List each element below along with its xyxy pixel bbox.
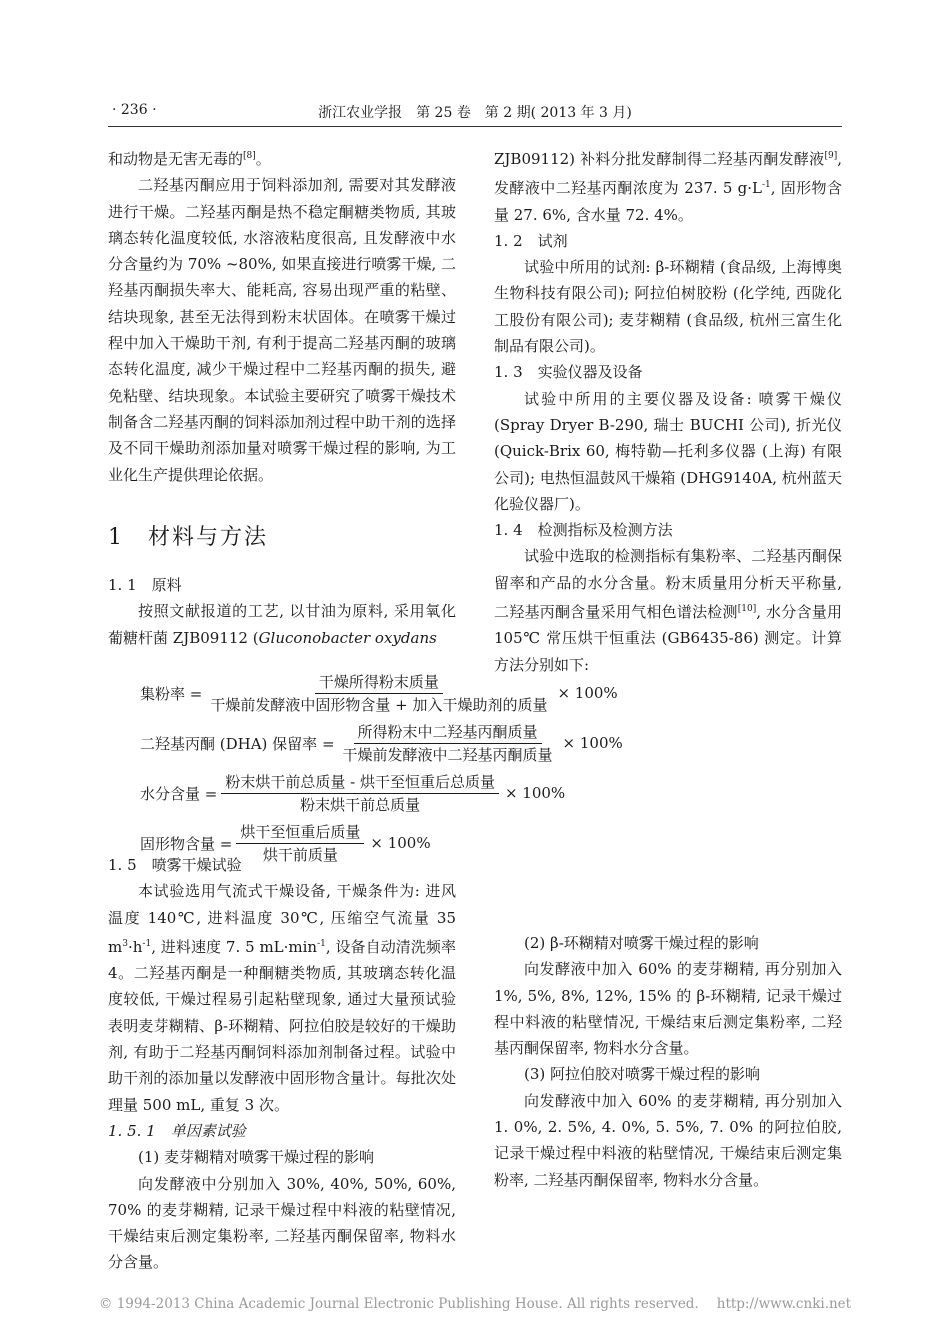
subsubsection-title: 1. 5. 1 单因素试验 (108, 1121, 246, 1140)
item-title-beta-cyclodextrin: (2) β-环糊精对喷雾干燥过程的影响 (524, 934, 759, 952)
paragraph-methods: 试验中选取的检测指标有集粉率、二羟基丙酮保留率和产品的水分含量。粉末质量用分析天平称量, 二羟基丙酮含量采用气相色谱法检测[10], 水分含量用 105℃ 常压烘干恒重法 (GB6435-86) 测定。计算方法分别如下: (494, 547, 842, 674)
citation: [8] (243, 151, 256, 161)
left-column-bottom (108, 852, 456, 1272)
journal-title: 浙江农业学报 第 25 卷 第 2 期( 2013 年 3 月) (318, 105, 632, 121)
paragraph-reagents: 试验中所用的试剂: β-环糊精 (食品级, 上海博奥生物科技有限公司); 阿拉伯树胶粉 (化学纯, 西陇化工股份有限公司); 麦芽糊精 (食品级, 杭州三富生化制品有限公司)。 (494, 258, 842, 356)
subsection-title: 1. 1 原料 (108, 576, 182, 594)
item-text-maltodextrin: 向发酵液中分别加入 30%, 40%, 50%, 60%, 70% 的麦芽糊精, 记录干燥过程中料液的粘壁情况, 干燥结束后测定集粉率, 二羟基丙酮保留率, 物料水分含量。 (108, 1174, 456, 1272)
paragraph-raw-material: 按照文献报道的工艺, 以甘油为原料, 采用氧化葡糖杆菌 ZJB09112 (Gluconobacter oxydans (108, 602, 456, 647)
item-title-gum-arabic: (3) 阿拉伯胶对喷雾干燥过程的影响 (524, 1065, 761, 1084)
paragraph-spray-drying: 本试验选用气流式干燥设备, 干燥条件为: 进风温度 140℃, 进料温度 30℃, 压缩空气流量 35 $m^3\cdot h^{-1}$, 进料速度 7. 5 $mL\cdot\min^{-1}$, 设备自动清洗频率 4。二羟基丙酮是一种酮糖类物质, 其玻璃态转化温度较低, 干燥过程易引起粘壁现象, 通过大量预试验表明麦芽糊精、β-环糊精、阿拉伯胶是较好的干燥助剂, 有助于二羟基丙酮饲料添加剂制备过程。试验中助干剂的添加量以发酵液中固形物含量计。每批次处理量 500 mL, 重复 3 次。 (108, 882, 456, 1114)
copyright-footer (0, 1296, 950, 1312)
item-text-beta-cyclodextrin: 向发酵液中加入 60% 的麦芽糊精, 再分别加入 1%, 5%, 8%, 12%, 15% 的 β-环糊精, 记录干燥过程中料液的粘壁情况, 干燥结束后测定集粉率, 二羟基丙酮保留率, 物料水分含量。 (494, 960, 842, 1058)
subsection-title: 1. 5 喷雾干燥试验 (108, 856, 242, 874)
paragraph-instruments: 试验中所用的主要仪器及设备: 喷雾干燥仪 (Spray Dryer B-290, 瑞士 BUCHI 公司), 折光仪 (Quick-Brix 60, 梅特勒—托利多仪器 (上海) 有限公司); 电热恒温鼓风干燥箱 (DHG9140A, 杭州蓝天化验仪器厂)。 (494, 389, 842, 513)
formula-solids: 固形物含量 = $\frac{\text{烘干至恒重后质量}}{\text{烘干前质量}}$ × 100% (140, 822, 431, 864)
section-heading: 1 材料与方法 (108, 525, 268, 550)
item-text-gum-arabic: 向发酵液中加入 60% 的麦芽糊精, 再分别加入 1. 0%, 2. 5%, 4. 0%, 5. 5%, 7. 0% 的阿拉伯胶, 记录干燥过程中料液的粘壁情况, 干燥结束后测定集粉率, 二羟基丙酮保留率, 物料水分含量。 (494, 1091, 842, 1189)
left-column-top (108, 143, 456, 488)
formula-moisture: 水分含量 = $\frac{\text{粉末烘干前总质量 - 烘干至恒重后总质量}}{\text{粉末烘干前总质量}}$ × 100% (140, 772, 566, 814)
paragraph-raw-material-cont: ZJB09112) 补料分批发酵制得二羟基丙酮发酵液[9], 发酵液中二羟基丙酮浓度为 237. 5 $g\cdot L^{-1}$, 固形物含量 27. 6%, 含水量 72. 4%。 (494, 150, 842, 224)
copyright-text: © 1994-2013 China Academic Journal Electronic Publishing House. All rights reserved. (98, 1296, 699, 1312)
paragraph-continued: 和动物是无害无毒的[8]。 (108, 150, 271, 168)
page-number: · 236 · (112, 102, 157, 118)
paragraph-intro: 二羟基丙酮应用于饲料添加剂, 需要对其发酵液进行干燥。二羟基丙酮是热不稳定酮糖类物质, 其玻璃态转化温度较低, 水溶液粘度很高, 且发酵液中水分含量约为 70% ~80%, 如果直接进行喷雾干燥, 二羟基丙酮损失率大、能耗高, 容易出现严重的粘壁、结块现象, 甚至无法得到粉末状固体。在喷雾干燥过程中加入干燥助干剂, 有利于提高二羟基丙酮的玻璃态转化温度, 减少干燥过程中二羟基丙酮的损失, 避免粘壁、结块现象。本试验主要研究了喷雾干燥技术制备含二羟基丙酮的饲料添加剂过程中助干剂的选择及不同干燥助剂添加量对喷雾干燥过程的影响, 为工业化生产提供理论依据。 (108, 176, 456, 484)
formula-powder-yield: 集粉率 = $\frac{\text{干燥所得粉末质量}}{\text{干燥前发酵液中固形物含量 + 加入干燥助剂的质量}}$ × 100% (140, 672, 618, 714)
formula-dha-retention: 二羟基丙酮 (DHA) 保留率 = $\frac{\text{所得粉末中二羟基丙酮质量}}{\text{干燥前发酵液中二羟基丙酮质量}}$ × 100% (140, 722, 623, 764)
subsection-title: 1. 4 检测指标及检测方法 (494, 521, 673, 540)
right-column-bottom (494, 852, 842, 1193)
citation: [9] (824, 151, 838, 161)
running-header (108, 96, 842, 126)
header-rule (108, 126, 842, 127)
citation: [10] (737, 604, 757, 615)
section-1-1 (108, 572, 456, 651)
footer-link[interactable]: http://www.cnki.net (716, 1296, 852, 1312)
item-title-maltodextrin: (1) 麦芽糊精对喷雾干燥过程的影响 (138, 1148, 375, 1167)
formula-block (140, 668, 740, 868)
subsection-title: 1. 3 实验仪器及设备 (494, 363, 643, 382)
right-column-top (494, 143, 842, 678)
subsection-title: 1. 2 试剂 (494, 231, 568, 250)
species-name: Gluconobacter oxydans (258, 628, 437, 647)
